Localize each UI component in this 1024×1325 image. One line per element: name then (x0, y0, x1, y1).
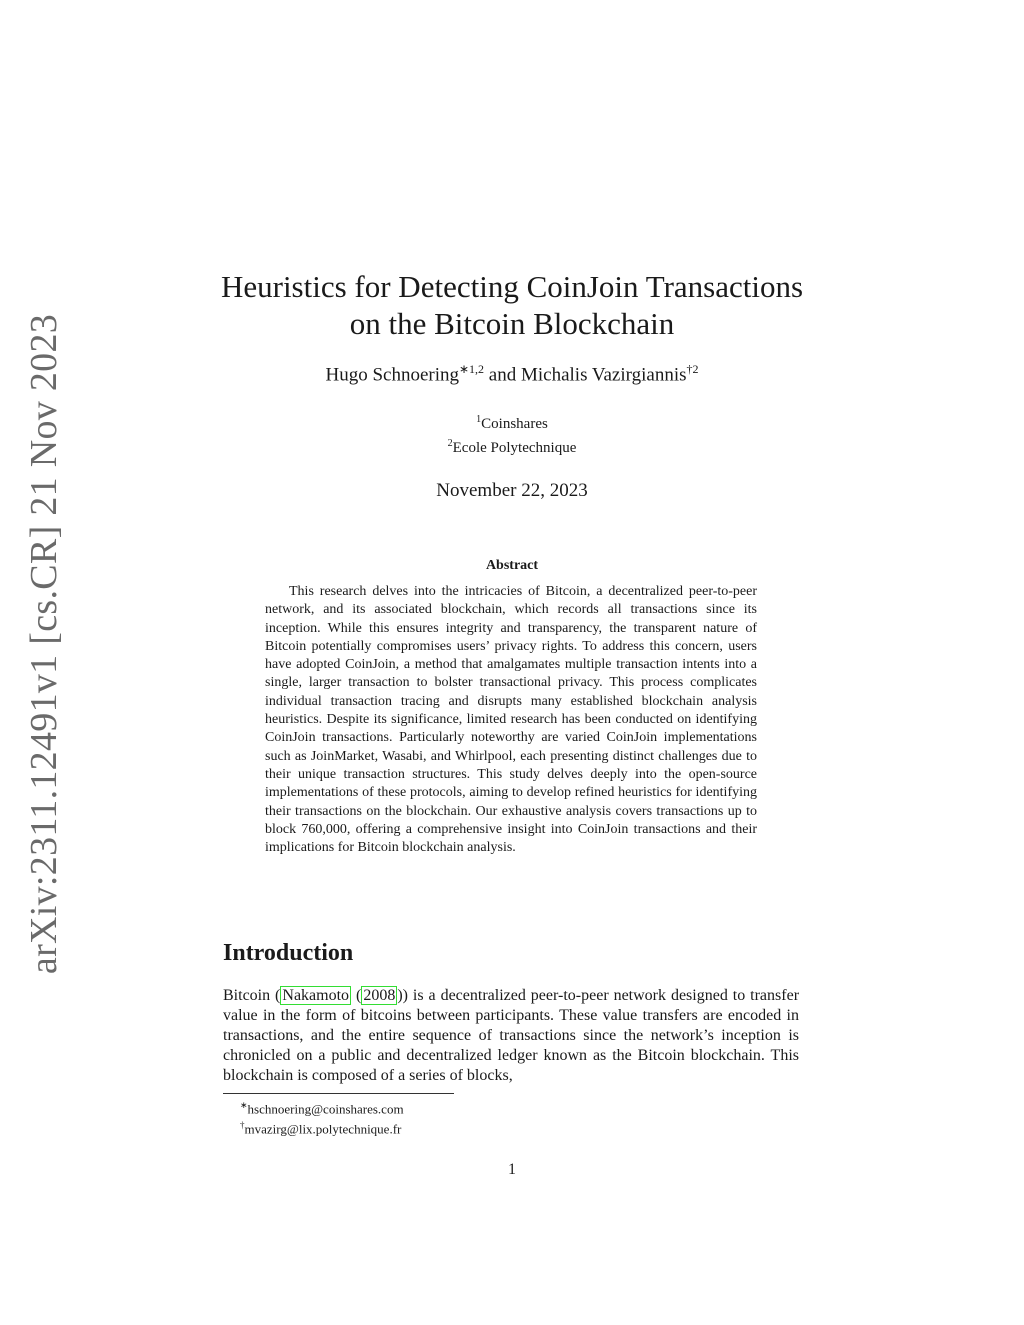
footnote (240, 1097, 404, 1117)
author-list (160, 362, 864, 386)
affiliation-mark: 2 (447, 438, 453, 449)
affiliation-mark: 1 (476, 414, 482, 425)
affiliation (160, 434, 864, 458)
intro-cite-space: ( (351, 987, 362, 1004)
arxiv-stamp (14, 313, 74, 975)
footnote-mark: ∗ (240, 1100, 248, 1110)
intro-lead: Bitcoin ( (223, 987, 281, 1004)
author-connector: and (488, 364, 517, 386)
footnote-divider (223, 1093, 454, 1094)
affiliation (160, 410, 864, 434)
page-number: 1 (508, 1161, 516, 1178)
footnote-list (240, 1097, 404, 1138)
paper-title (160, 268, 864, 342)
author-name: Hugo Schnoering (325, 364, 459, 386)
abstract-heading: Abstract (485, 558, 539, 573)
abstract-text: This research delves into the intricacies of Bitcoin, a decentralized peer-to-peer network, and its associated blockchain, which records all transactions since its inception. While this ensures integrity and transparency, the transparent nature of Bitcoin potentially compromises users’ privacy rights. To address this concern, users have adopted CoinJoin, a method that amalgamates multiple transaction intents into a single, larger transaction to bolster transactional privacy. This process complicates individual transaction tracing and disrupts many established blockchain analysis heuristics. Despite its significance, limited research has been conducted on identifying CoinJoin transactions. Particularly noteworthy are varied CoinJoin implementations such as JoinMarket, Wasabi, and Whirlpool, each presenting distinct challenges due to their unique transaction structures. This study delves deeply into the open-source implementations of these protocols, aiming to develop refined heuristics for identifying their transactions on the blockchain. Our exhaustive analysis covers transactions up to block 760,000, offering a comprehensive insight into CoinJoin transactions and their implications for Bitcoin blockchain analysis. (265, 584, 757, 856)
author-marks: ∗1,2 (458, 362, 485, 376)
arxiv-stamp-text: arXiv:2311.12491v1 [cs.CR] 21 Nov 2023 (23, 313, 66, 975)
affiliation-list (160, 410, 864, 458)
citation-link-author[interactable]: Nakamoto (282, 987, 350, 1004)
footnote (240, 1117, 404, 1137)
citation-link-year[interactable]: 2008 (363, 987, 396, 1004)
publication-date: November 22, 2023 (436, 480, 588, 501)
affiliation-name: Coinshares (481, 416, 548, 432)
section-heading-introduction: Introduction (223, 940, 354, 966)
affiliation-name: Ecole Polytechnique (452, 440, 577, 456)
intro-text: is a decentralized peer-to-peer network designed to transfer value in the form of bitcoins between participants. These value transfers are encoded in transactions, and the entire sequence of transactions since the network’s inception is chronicled on a public and decentralized ledger known as the Bitcoin blockchain. This blockchain is composed of a series of blocks, (223, 987, 800, 1085)
introduction-paragraph (223, 986, 799, 1086)
title-line-2: on the Bitcoin Blockchain (349, 306, 675, 341)
footnote-email: mvazirg@lix.polytechnique.fr (244, 1121, 402, 1137)
footnote-mark: † (240, 1120, 245, 1131)
footnote-email: hschnoering@coinshares.com (247, 1101, 404, 1117)
author-marks: †2 (686, 362, 699, 376)
title-line-1: Heuristics for Detecting CoinJoin Transactions (220, 269, 804, 304)
author-name: Michalis Vazirgiannis (520, 364, 687, 386)
intro-cite-close: )) (397, 987, 408, 1004)
